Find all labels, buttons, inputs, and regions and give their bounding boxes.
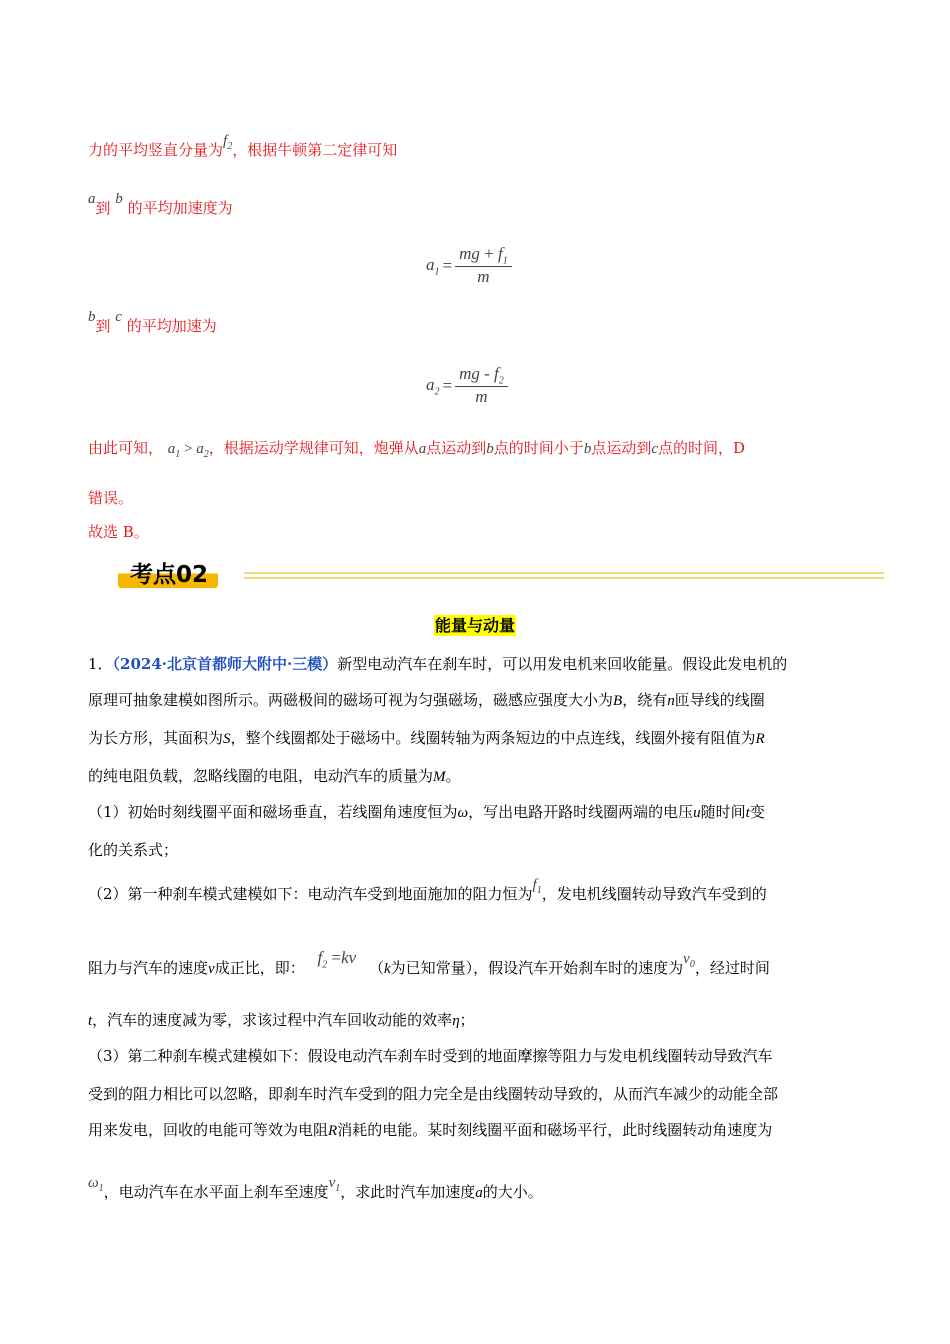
section-title: 能量与动量 xyxy=(434,616,515,635)
problem-line-2: 原理可抽象建模如图所示。两磁极间的磁场可视为匀强磁场，磁感应强度大小为B，绕有n匝导线的线圈 xyxy=(88,691,765,709)
divider-line xyxy=(244,577,884,579)
question-1-line-1: （1）初始时刻线圈平面和磁场垂直，若线圈角速度恒为ω，写出电路开路时线圈两端的电压u随时间t变 xyxy=(88,803,765,821)
solution-line-5: 错误。 xyxy=(88,489,134,507)
kaodian-label: 考点02 xyxy=(130,562,209,588)
solution-line-2: a到 b 的平均加速度为 xyxy=(88,191,233,217)
equation-f2-kv: $f_2 =kv$ xyxy=(317,948,357,971)
divider-line xyxy=(244,572,884,574)
equation-a2: $a_2$ = $\frac{mg - f_2}{m}$ xyxy=(426,364,508,407)
question-3-line-4: $\omega_1$，电动汽车在水平面上刹车至速度$v_1$，求此时汽车加速度a的大小。 xyxy=(88,1175,543,1201)
question-1-line-2: 化的关系式； xyxy=(88,841,179,859)
kaodian-banner xyxy=(118,560,884,592)
problem-line-4: 的纯电阻负载，忽略线圈的电阻，电动汽车的质量为M。 xyxy=(88,767,461,785)
question-3-line-3: 用来发电，回收的电能可等效为电阻R消耗的电能。某时刻线圈平面和磁场平行，此时线圈转动角速度为 xyxy=(88,1121,773,1139)
solution-line-4: 由此可知， $a_1 > a_2$，根据运动学规律可知，炮弹从a点运动到b点的时间小于b点运动到c点的时间，D xyxy=(88,439,746,460)
problem-line-1: 1．（2024·北京首都师大附中·三模）新型电动汽车在刹车时，可以用发电机来回收能量。假设此发电机的 xyxy=(88,655,788,673)
solution-line-1: 力的平均竖直分量为$f_2$，根据牛顿第二定律可知 xyxy=(88,133,398,159)
a1-gt-a2: $a_1 > a_2$ xyxy=(167,441,209,460)
question-2-line-2: 阻力与汽车的速度v成正比，即： $f_2 =kv$ （k为已知常量），假设汽车开始刹车时的速度为$v_0$，经过时间 xyxy=(88,948,770,977)
problem-line-3: 为长方形，其面积为S，整个线圈都处于磁场中。线圈转轴为两条短边的中点连线，线圈外接有阻值为R xyxy=(88,729,765,747)
solution-line-6: 故选 B。 xyxy=(88,523,149,541)
equation-a1: $a_1$ = $\frac{mg + f_1}{m}$ xyxy=(426,244,512,287)
problem-source: （2024·北京首都师大附中·三模） xyxy=(112,655,338,673)
solution-line-3: b到 c 的平均加速为 xyxy=(88,309,217,335)
question-3-line-1: （3）第二种刹车模式建模如下：假设电动汽车刹车时受到的地面摩擦等阻力与发电机线圈转动导致汽车 xyxy=(88,1047,773,1065)
f2-symbol: $f_2$ xyxy=(223,133,233,152)
question-2-line-1: （2）第一种刹车模式建模如下：电动汽车受到地面施加的阻力恒为$f_1$，发电机线圈转动导致汽车受到的 xyxy=(88,877,767,903)
question-3-line-2: 受到的阻力相比可以忽略，即刹车时汽车受到的阻力完全是由线圈转动导致的，从而汽车减少的动能全部 xyxy=(88,1085,779,1103)
question-2-line-3: t，汽车的速度减为零，求该过程中汽车回收动能的效率η； xyxy=(88,1011,475,1029)
